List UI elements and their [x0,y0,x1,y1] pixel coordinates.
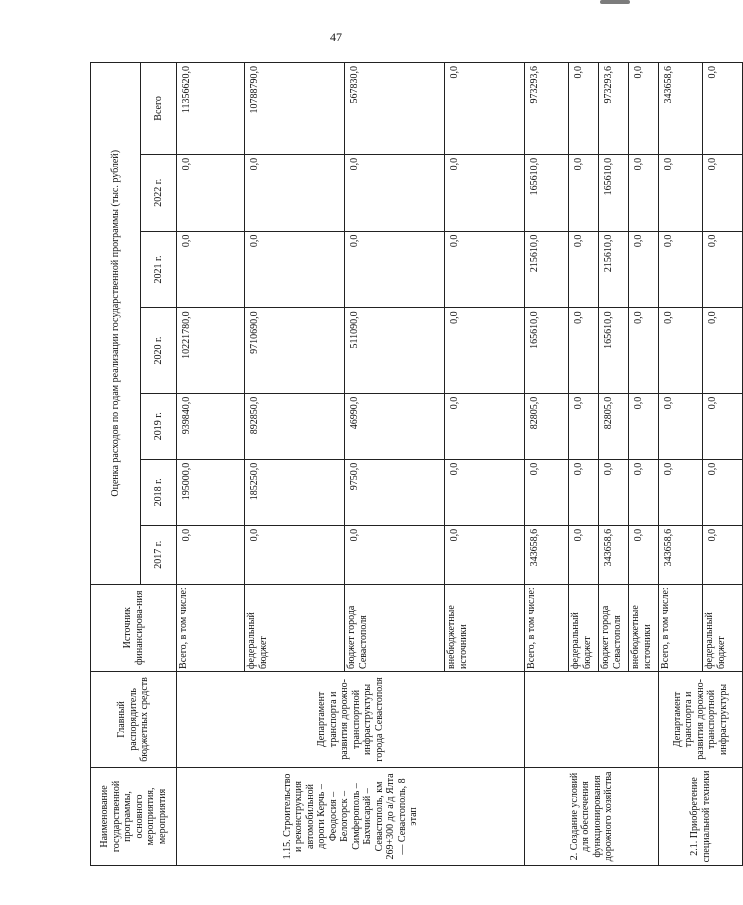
source-cell: бюджет города Севастополя [599,584,629,671]
budget-table [90,62,743,866]
value-cell: 0,0 [345,231,445,308]
value-cell: 0,0 [659,308,703,393]
value-cell: 46990,0 [345,393,445,459]
value-cell: 0,0 [629,525,659,584]
source-cell: Всего, в том числе: [659,584,703,671]
page-number: 47 [330,30,342,44]
value-cell: 0,0 [569,393,599,459]
value-cell: 0,0 [659,231,703,308]
source-cell: Всего, в том числе: [525,584,569,671]
value-cell: 0,0 [629,308,659,393]
value-cell: 0,0 [177,525,245,584]
responsible-cell: Департамент транспорта и развития дорожно-транспортной инфраструктуры [659,671,743,767]
header-responsible: Главный распорядитель бюджетных средств [91,671,177,767]
value-cell: 0,0 [177,231,245,308]
source-cell: Всего, в том числе: [177,584,245,671]
value-cell: 0,0 [525,459,569,525]
value-cell: 0,0 [445,393,525,459]
header-year: 2022 г. [141,154,177,231]
source-cell: федеральный бюджет [245,584,345,671]
value-cell: 892850,0 [245,393,345,459]
measure-name: 2. Создание условий для обеспечения функционирования дорожного хозяйства [525,767,659,865]
rotated-table-wrapper [90,62,729,866]
value-cell: 343658,6 [599,525,629,584]
value-cell: 0,0 [629,231,659,308]
value-cell: 82805,0 [525,393,569,459]
value-cell: 215610,0 [525,231,569,308]
source-cell: внебюджетные источники [445,584,525,671]
header-total: Всего [141,63,177,155]
value-cell: 165610,0 [525,154,569,231]
value-cell: 0,0 [245,154,345,231]
source-cell: внебюджетные источники [629,584,659,671]
value-cell: 0,0 [345,525,445,584]
value-cell: 0,0 [629,459,659,525]
value-cell: 0,0 [345,154,445,231]
value-cell: 185250,0 [245,459,345,525]
measure-name: 1.15. Строительство и реконструкция автомобильной дороги Керчь – Феодосия – Белогорск – Симферополь – Бахчисарай – Севастополь, км 269+300 до а/д Ялта — Севастополь, 8 этап [177,767,525,865]
value-cell: 0,0 [703,63,743,155]
table-row [525,63,569,866]
value-cell: 343658,6 [525,525,569,584]
header-source: Источник финансирова-ния [91,584,177,671]
value-cell: 11356620,0 [177,63,245,155]
header-year: 2017 г. [141,525,177,584]
source-cell: федеральный бюджет [569,584,599,671]
value-cell: 195000,0 [177,459,245,525]
value-cell: 0,0 [445,308,525,393]
value-cell: 0,0 [177,154,245,231]
value-cell: 165610,0 [599,308,629,393]
value-cell: 0,0 [703,154,743,231]
value-cell: 215610,0 [599,231,629,308]
responsible-cell: Департамент транспорта и развития дорожно-транспортной инфраструктуры города Севастополя [177,671,525,767]
value-cell: 0,0 [445,525,525,584]
value-cell: 0,0 [245,525,345,584]
source-cell: бюджет города Севастополя [345,584,445,671]
table-row [177,63,245,866]
value-cell: 511090,0 [345,308,445,393]
scan-mark [600,0,630,4]
value-cell: 0,0 [659,154,703,231]
value-cell: 10788790,0 [245,63,345,155]
value-cell: 0,0 [703,525,743,584]
value-cell: 0,0 [569,525,599,584]
responsible-cell [525,671,659,767]
value-cell: 0,0 [629,63,659,155]
value-cell: 9710690,0 [245,308,345,393]
value-cell: 939840,0 [177,393,245,459]
measure-name: 2.1. Приобретение специальной техники [659,767,743,865]
value-cell: 0,0 [569,308,599,393]
value-cell: 165610,0 [525,308,569,393]
value-cell: 343658,6 [659,63,703,155]
header-estimate: Оценка расходов по годам реализации государственной программы (тыс. рублей) [91,63,141,585]
header-name: Наименование государственной программы, основного мероприятия, мероприятия [91,767,177,865]
value-cell: 0,0 [629,393,659,459]
header-year: 2018 г. [141,459,177,525]
value-cell: 165610,0 [599,154,629,231]
value-cell: 973293,6 [599,63,629,155]
header-year: 2021 г. [141,231,177,308]
value-cell: 0,0 [659,393,703,459]
table-row [659,63,703,866]
value-cell: 0,0 [629,154,659,231]
value-cell: 343658,6 [659,525,703,584]
value-cell: 0,0 [569,459,599,525]
value-cell: 0,0 [445,63,525,155]
value-cell: 0,0 [245,231,345,308]
value-cell: 0,0 [659,459,703,525]
header-year: 2019 г. [141,393,177,459]
value-cell: 9750,0 [345,459,445,525]
value-cell: 0,0 [703,393,743,459]
value-cell: 0,0 [569,154,599,231]
value-cell: 0,0 [445,231,525,308]
value-cell: 82805,0 [599,393,629,459]
value-cell: 0,0 [445,154,525,231]
value-cell: 0,0 [445,459,525,525]
value-cell: 567830,0 [345,63,445,155]
value-cell: 10221780,0 [177,308,245,393]
value-cell: 973293,6 [525,63,569,155]
value-cell: 0,0 [569,231,599,308]
value-cell: 0,0 [599,459,629,525]
value-cell: 0,0 [703,308,743,393]
value-cell: 0,0 [703,459,743,525]
source-cell: федеральный бюджет [703,584,743,671]
header-year: 2020 г. [141,308,177,393]
value-cell: 0,0 [569,63,599,155]
value-cell: 0,0 [703,231,743,308]
